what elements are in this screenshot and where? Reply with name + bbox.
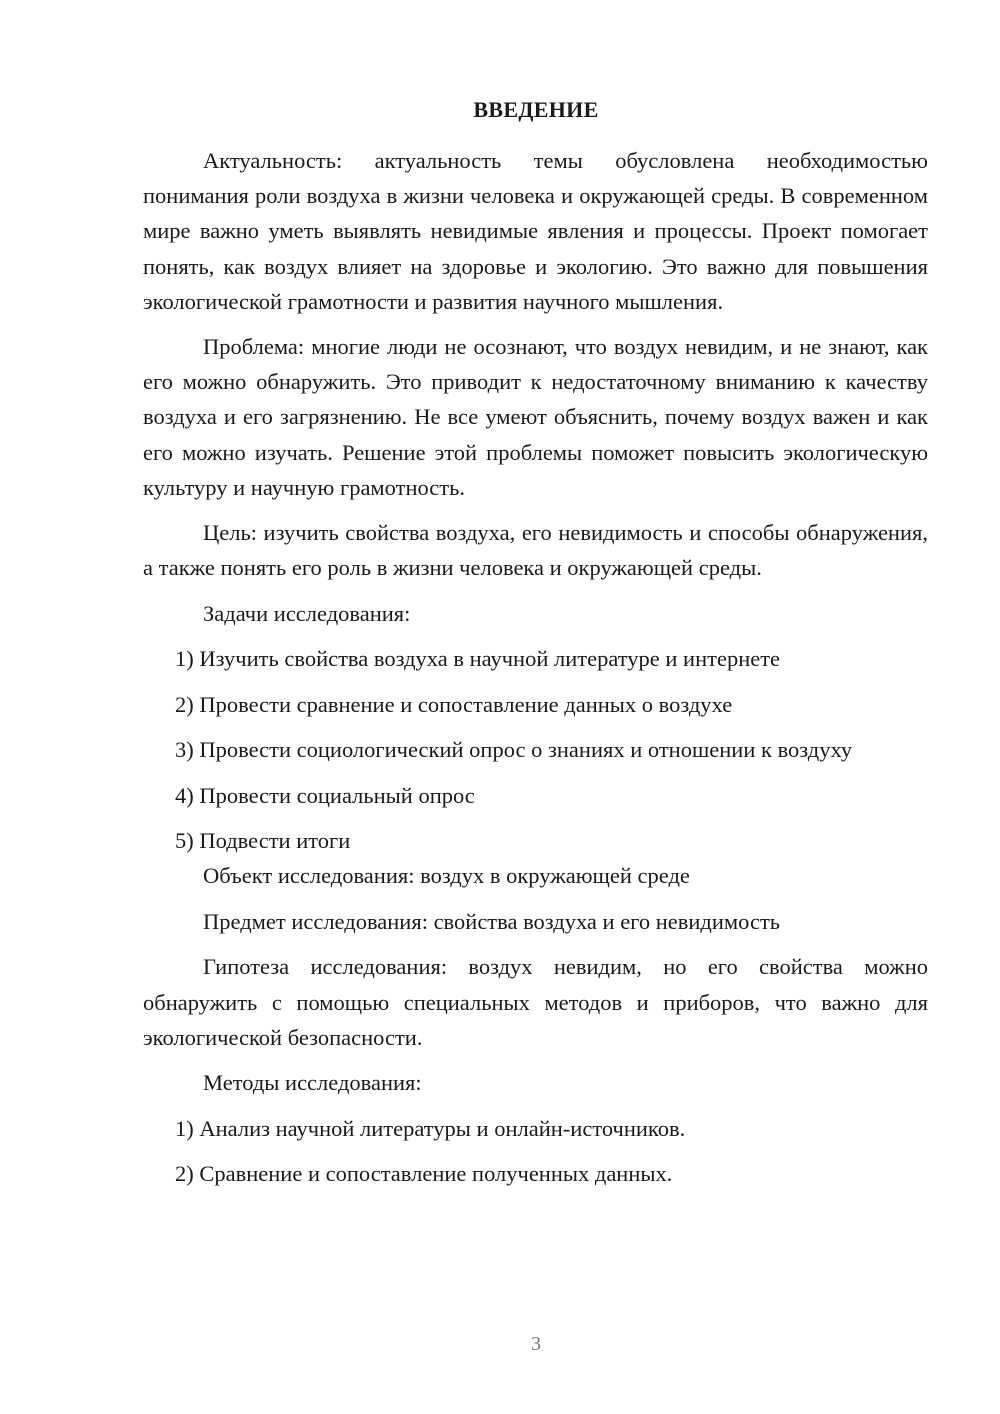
document-body: [143, 143, 928, 1192]
subject-line: Предмет исследования: свойства воздуха и его невидимость: [203, 908, 781, 934]
object-line: Объект исследования: воздух в окружающей среде: [203, 863, 690, 889]
problem-paragraph: Проблема: многие люди не осознают, что воздух невидим, и не знают, как его можно обнаружить. Это приводит к недостаточному вниманию к качеству воздуха и его загрязнению. Не все умеют объяснить, почему воздух важен и как его можно изучать. Решение этой проблемы поможет повысить экологическую культуру и научную грамотность.: [143, 334, 928, 500]
task-item: 4) Провести социальный опрос: [175, 782, 475, 808]
relevance-paragraph: Актуальность: актуальность темы обусловлена необходимостью понимания роли воздуха в жизни человека и окружающей среды. В современном мире важно уметь выявлять невидимые явления и процессы. Проект помогает понять, как воздух влияет на здоровье и экологию. Это важно для повышения экологической грамотности и развития научного мышления.: [143, 148, 928, 314]
task-item: 2) Провести сравнение и сопоставление данных о воздухе: [175, 691, 733, 717]
goal-paragraph: Цель: изучить свойства воздуха, его невидимость и способы обнаружения, а также понять его роль в жизни человека и окружающей среды.: [143, 520, 928, 581]
tasks-heading: Задачи исследования:: [203, 600, 411, 626]
task-item: 3) Провести социологический опрос о знаниях и отношении к воздуху: [175, 737, 853, 763]
method-item: 2) Сравнение и сопоставление полученных данных.: [175, 1161, 673, 1187]
page-number: 3: [531, 1333, 541, 1355]
page-title: ВВЕДЕНИЕ: [473, 97, 599, 122]
hypothesis-paragraph: Гипотеза исследования: воздух невидим, но его свойства можно обнаружить с помощью специальных методов и приборов, что важно для экологической безопасности.: [143, 954, 928, 1050]
task-item: 5) Подвести итоги: [175, 828, 351, 854]
methods-heading: Методы исследования:: [203, 1070, 422, 1096]
task-item: 1) Изучить свойства воздуха в научной литературе и интернете: [175, 646, 781, 672]
method-item: 1) Анализ научной литературы и онлайн-источников.: [175, 1115, 686, 1141]
